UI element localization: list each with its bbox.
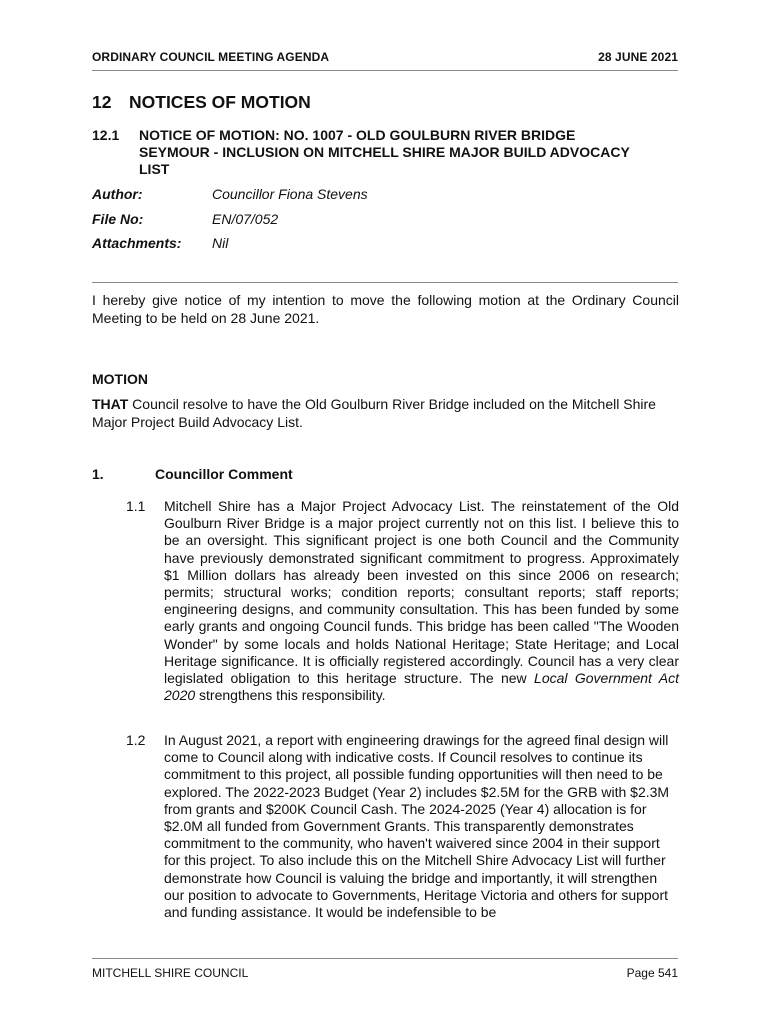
comment-number: 1.: [92, 466, 104, 482]
item-text: In August 2021, a report with engineering drawings for the agreed final design will come to Council along with indicative costs. If Council resolves to continue its commitment to this project, all possible funding opportunities will then need to be explored. The 2022-2023 Budget (Year 2) includes $2.5M for the GRB with $2.3M from grants and $200K Council Cash. The 2024-2025 (Year 4) allocation is for $2.0M all funded from Government Grants. This transparently demonstrates commitment to the community, who haven't waivered since 2004 in their support for this project. To also include this on the Mitchell Shire Advocacy List will further demonstrate how Council is valuing the bridge and importantly, it will strengthen our position to advocate to Governments, Heritage Victoria and others for support and funding assistance. It would be indefensible to be: [164, 732, 670, 921]
page-header: [92, 50, 678, 68]
meta-rule: [92, 282, 678, 283]
motion-text: Council resolve to have the Old Goulburn River Bridge included on the Mitchell Shire Major Project Build Advocacy List.: [92, 396, 656, 430]
header-title: ORDINARY COUNCIL MEETING AGENDA: [92, 50, 330, 64]
header-date: 28 JUNE 2021: [598, 50, 678, 64]
section-title: NOTICES OF MOTION: [129, 92, 311, 112]
item-number: 1.2: [126, 732, 146, 748]
motion-paragraph: [92, 395, 679, 431]
file-label: File No:: [92, 211, 144, 227]
footer-council: MITCHELL SHIRE COUNCIL: [92, 966, 249, 980]
footer-rule: [92, 958, 678, 959]
file-value: EN/07/052: [212, 211, 279, 227]
section-number: 12: [92, 92, 112, 112]
item-text-end: strengthens this responsibility.: [195, 687, 386, 704]
subsection-title: NOTICE OF MOTION: NO. 1007 - OLD GOULBURN RIVER BRIDGE SEYMOUR - INCLUSION ON MITCHELL SHIRE MAJOR BUILD ADVOCACY LIST: [139, 127, 630, 177]
item-text-main: Mitchell Shire has a Major Project Advocacy List. The reinstatement of the Old Goulburn River Bridge is a major project currently not on this list. I believe this to be an oversight. This significant project is one both Council and the Community have previously demonstrated significant commitment to progress. Approximately $1 Million dollars has already been invested on this since 2006 on research; permits; structural works; condition reports; consultant reports; staff reports; engineering designs, and community consultation. This has been funded by some early grants and ongoing Council funds. This bridge has been called "The Wooden Wonder" by some locals and holds National Heritage; State Heritage; and Local Heritage significance. It is officially registered accordingly. Council has a very clear legislated obligation to this heritage structure. The new: [164, 498, 679, 687]
attachments-value: Nil: [212, 235, 229, 251]
section-heading: [92, 92, 311, 113]
intro-paragraph: I hereby give notice of my intention to move the following motion at the Ordinary Council Meeting to be held on 28 June 2021.: [92, 292, 679, 326]
page-footer: [92, 966, 678, 982]
author-label: Author:: [92, 186, 143, 202]
motion-lead: THAT: [92, 396, 129, 412]
comment-title: Councillor Comment: [155, 466, 293, 482]
item-text: [164, 498, 679, 704]
author-value: Councillor Fiona Stevens: [212, 186, 368, 202]
item-act-name: Local Government Act 2020: [164, 670, 679, 704]
footer-page-number: Page 541: [626, 966, 678, 980]
item-number: 1.1: [126, 498, 146, 514]
attachments-label: Attachments:: [92, 235, 182, 251]
motion-heading: MOTION: [92, 371, 148, 387]
subsection-number: 12.1: [92, 127, 120, 143]
header-rule: [92, 70, 678, 71]
